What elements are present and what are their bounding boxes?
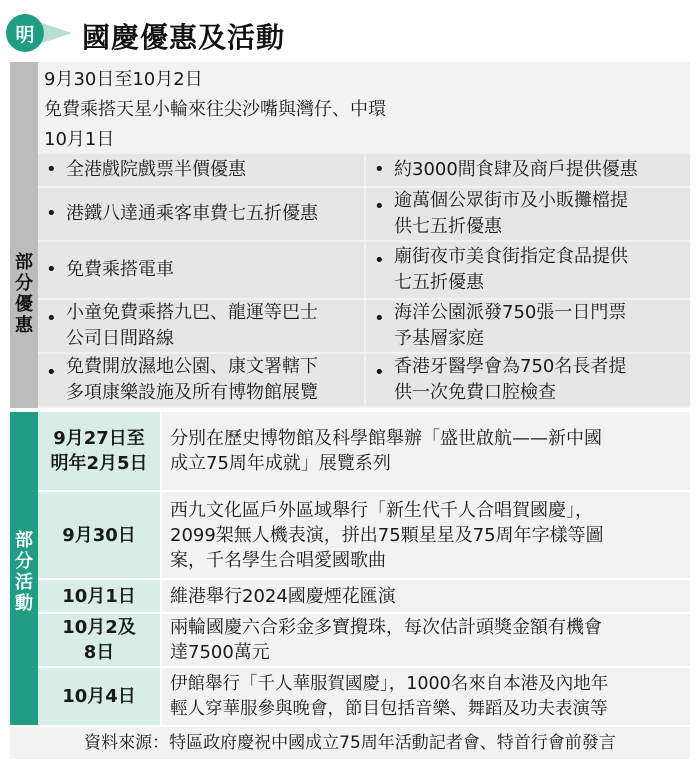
activity-event-line: 達7500萬元 <box>170 642 270 663</box>
activity-event-line: 輕人穿華服參與晚會，節目包括音樂、舞蹈及功夫表演等 <box>170 698 608 719</box>
offer-text: 廟街夜市美食街指定食品提供 <box>394 246 628 267</box>
offer-text: 免費開放濕地公園、康文署轄下 <box>66 356 318 377</box>
offer-item <box>366 154 690 186</box>
activity-date <box>38 412 160 490</box>
bullet: • <box>374 362 385 383</box>
activity-date <box>38 614 160 666</box>
offer-item <box>366 188 690 240</box>
offer-text: 港鐵八達通乘客車費七五折優惠 <box>66 203 318 224</box>
activity-event-line: 2099架無人機表演，拼出75顆星星及75周年字樣等圖 <box>170 524 604 546</box>
activity-event <box>162 580 690 612</box>
activity-date-line: 9月27日至 <box>53 428 145 449</box>
offer-item <box>38 300 364 352</box>
offers-section <box>38 62 690 408</box>
offers-label-char: 優 <box>15 294 33 315</box>
offer-item <box>366 242 690 298</box>
activity-event-line: 案，千名學生合唱愛國歌曲 <box>170 549 386 571</box>
offers-section-bar <box>10 62 38 408</box>
offer-text: 逾萬個公眾街市及小販攤檔提 <box>394 190 628 211</box>
offer-text: 多項康樂設施及所有博物館展覽 <box>66 382 318 403</box>
activities-section-label <box>10 530 38 614</box>
offers-label-char: 惠 <box>15 315 33 336</box>
activity-date <box>38 492 160 578</box>
oct1-heading: 10月1日 <box>44 129 115 150</box>
offer-text: 約3000間食肆及商戶提供優惠 <box>394 159 638 180</box>
offer-text: 予基層家庭 <box>394 328 484 349</box>
activities-label-char: 活 <box>15 572 33 593</box>
offer-text: 全港戲院戲票半價優惠 <box>66 159 246 180</box>
bullet: • <box>374 250 385 271</box>
bullet: • <box>46 259 57 280</box>
header <box>0 0 700 62</box>
offer-text: 供一次免費口腔檢查 <box>394 382 556 403</box>
activity-event-line: 伊館舉行「千人華服賀國慶」，1000名來自本港及內地年 <box>170 673 609 694</box>
activity-date-line: 10月1日 <box>62 585 136 607</box>
activity-date <box>38 580 160 612</box>
date-range-heading: 9月30日至10月2日 <box>44 69 203 90</box>
bullet: • <box>46 362 57 383</box>
ferry-offer: 免費乘搭天星小輪來往尖沙嘴與灣仔、中環 <box>44 99 386 120</box>
activity-event-line: 維港舉行2024國慶煙花匯演 <box>170 585 396 607</box>
activity-date-line: 明年2月5日 <box>50 453 148 474</box>
bullet: • <box>46 308 57 329</box>
offer-text: 小童免費乘搭九巴、龍運等巴士 <box>66 302 318 323</box>
bullet: • <box>374 159 385 180</box>
offer-text: 公司日間路線 <box>66 328 174 349</box>
offers-label-char: 分 <box>15 273 33 294</box>
activities-label-char: 動 <box>15 593 33 614</box>
offer-item <box>38 154 364 186</box>
activity-event-line: 分別在歷史博物館及科學館舉辦「盛世啟航——新中國 <box>170 428 602 449</box>
bullet: • <box>46 203 57 224</box>
offer-text: 香港牙醫學會為750名長者提 <box>394 356 627 377</box>
offer-item <box>38 242 364 298</box>
offers-label-char: 部 <box>15 252 33 273</box>
activity-date-line: 10月2及 <box>62 617 136 638</box>
activities-label-char: 部 <box>15 530 33 551</box>
activity-event <box>162 614 690 666</box>
page-title: 國慶優惠及活動 <box>82 21 286 54</box>
activity-event <box>162 492 690 578</box>
offer-item <box>38 188 364 240</box>
offer-item <box>366 300 690 352</box>
bullet: • <box>374 196 385 217</box>
offer-item <box>366 354 690 406</box>
source-note: 資料來源：特區政府慶祝中國成立75周年活動記者會、特首行會前發言 <box>10 727 690 759</box>
offer-text: 海洋公園派發750張一日門票 <box>394 302 627 323</box>
activity-event <box>162 668 690 725</box>
bullet: • <box>374 308 385 329</box>
activity-date-line: 10月4日 <box>62 686 136 707</box>
activities-label-char: 分 <box>15 551 33 572</box>
activities-section-bar <box>10 412 38 725</box>
activity-event-line: 成立75周年成就」展覽系列 <box>170 453 391 474</box>
offer-text: 免費乘搭電車 <box>66 259 174 280</box>
activity-event <box>162 412 690 490</box>
activity-date-line: 9月30日 <box>62 524 136 546</box>
activity-date-line: 8日 <box>83 642 115 663</box>
offer-text: 供七五折優惠 <box>394 216 502 237</box>
logo-badge: 明 <box>6 14 44 52</box>
activity-event-line: 兩輪國慶六合彩金多寶攪珠，每次估計頭獎金額有機會 <box>170 617 602 638</box>
bullet: • <box>46 159 57 180</box>
activity-event-line: 西九文化區戶外區域舉行「新生代千人合唱賀國慶」， <box>170 499 593 521</box>
offer-item <box>38 354 364 406</box>
offers-section-label <box>10 252 38 336</box>
activity-date <box>38 668 160 725</box>
offer-text: 七五折優惠 <box>394 272 484 293</box>
